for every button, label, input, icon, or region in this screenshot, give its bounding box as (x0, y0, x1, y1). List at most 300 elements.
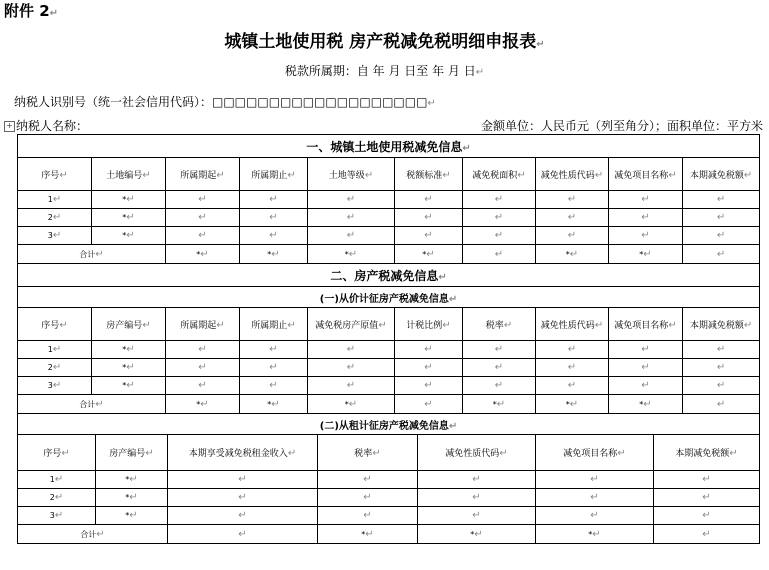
column-header-text: 本期享受减免税租金收入 (188, 449, 288, 459)
table-cell[interactable] (654, 471, 760, 489)
return-mark: ↵ (617, 448, 626, 459)
table-row (18, 359, 760, 377)
table-cell-text: * (122, 231, 127, 240)
table-cell[interactable] (240, 341, 308, 359)
table-row (18, 507, 760, 525)
table-cell[interactable] (395, 227, 463, 245)
return-mark: ↵ (126, 194, 135, 205)
table-cell[interactable] (683, 227, 760, 245)
return-mark: ↵ (643, 398, 652, 410)
return-mark: ↵ (590, 474, 599, 485)
column-header (166, 158, 240, 191)
total-cell[interactable] (308, 245, 395, 264)
table-cell-text: 2 (47, 363, 53, 372)
column-header-text: 房产编号 (106, 320, 143, 331)
column-header (318, 435, 418, 471)
table-cell (18, 359, 92, 377)
table-cell (18, 209, 92, 227)
return-mark: ↵ (52, 362, 62, 373)
subsection-title-row (18, 287, 760, 308)
table-cell-text: 1 (47, 195, 53, 204)
table-row (18, 191, 760, 209)
return-mark: ↵ (269, 230, 278, 241)
total-cell[interactable] (609, 395, 683, 414)
return-mark: ↵ (494, 194, 504, 205)
return-mark: ↵ (52, 380, 62, 391)
table-cell[interactable] (536, 227, 609, 245)
table-cell[interactable] (308, 341, 395, 359)
return-mark: ↵ (129, 474, 138, 485)
return-mark: ↵ (198, 212, 207, 223)
column-header-text: 本期减免税额 (689, 320, 744, 331)
return-mark: ↵ (142, 319, 151, 331)
return-mark: ↵ (198, 344, 207, 355)
return-mark: ↵ (472, 474, 481, 485)
table-cell-text: 3 (47, 381, 53, 390)
return-mark: ↵ (426, 248, 435, 260)
total-label-text: 合计 (79, 399, 96, 409)
column-header (18, 158, 92, 191)
table-cell[interactable] (308, 377, 395, 395)
column-header-text: 减免性质代码 (445, 449, 500, 459)
table-cell[interactable] (395, 191, 463, 209)
column-header (654, 435, 760, 471)
return-mark: ↵ (238, 474, 247, 485)
table-cell[interactable] (418, 471, 536, 489)
return-mark: ↵ (641, 212, 650, 223)
table-cell[interactable] (240, 191, 308, 209)
return-mark: ↵ (129, 510, 138, 521)
return-mark: ↵ (743, 319, 753, 331)
total-cell[interactable] (683, 395, 760, 414)
table-cell[interactable] (168, 507, 318, 525)
table-cell[interactable] (463, 359, 536, 377)
column-header-text: 所属期起 (180, 320, 217, 331)
table-cell-text: * (122, 195, 127, 204)
table-cell[interactable] (463, 341, 536, 359)
table-cell[interactable] (166, 191, 240, 209)
return-mark: ↵ (567, 380, 577, 391)
return-mark: ↵ (424, 398, 433, 410)
section-title (18, 264, 760, 287)
table-cell[interactable] (395, 209, 463, 227)
column-header-text: 土地编号 (106, 170, 143, 181)
total-cell[interactable] (240, 395, 308, 414)
subsection-title (18, 414, 760, 435)
table-cell[interactable] (609, 359, 683, 377)
column-header-text: 税额标准 (406, 170, 443, 181)
table-cell[interactable] (536, 489, 654, 507)
total-row (18, 525, 760, 544)
section-title-text: 一、城镇土地使用税减免信息 (306, 139, 463, 154)
column-header-text: 税率 (485, 320, 504, 331)
table-cell-text: * (125, 475, 130, 484)
table-cell-text: * (125, 493, 130, 502)
table-cell[interactable] (166, 377, 240, 395)
return-mark: ↵ (427, 98, 436, 109)
return-mark: ↵ (474, 528, 483, 540)
table-cell[interactable] (92, 191, 166, 209)
return-mark: ↵ (59, 319, 68, 331)
column-header-text: 所属期止 (251, 320, 288, 331)
column-header (96, 435, 168, 471)
return-mark: ↵ (96, 528, 105, 540)
subsection-title-text: (一)从价计征房产税减免信息 (319, 293, 449, 305)
table-cell[interactable] (536, 359, 609, 377)
return-mark: ↵ (269, 194, 278, 205)
table-cell[interactable] (92, 377, 166, 395)
return-mark: ↵ (346, 344, 356, 355)
return-mark: ↵ (641, 380, 650, 391)
return-mark: ↵ (567, 230, 577, 241)
return-mark: ↵ (363, 492, 372, 503)
return-mark: ↵ (716, 362, 726, 373)
return-mark: ↵ (594, 169, 604, 181)
table-cell (18, 191, 92, 209)
return-mark: ↵ (49, 8, 59, 19)
return-mark: ↵ (95, 398, 104, 410)
table-cell (18, 227, 92, 245)
total-cell-text: * (565, 249, 570, 259)
return-mark: ↵ (238, 528, 247, 540)
table-cell[interactable] (683, 191, 760, 209)
return-mark: ↵ (216, 319, 225, 331)
return-mark: ↵ (594, 319, 604, 331)
table-cell[interactable] (609, 341, 683, 359)
return-mark: ↵ (59, 169, 68, 181)
total-cell[interactable] (166, 245, 240, 264)
return-mark: ↵ (503, 319, 513, 331)
return-mark: ↵ (716, 344, 726, 355)
column-header (168, 435, 318, 471)
total-cell-text: * (565, 399, 570, 409)
column-header-text: 减免项目名称 (614, 170, 669, 181)
table-cell[interactable] (168, 471, 318, 489)
column-header (536, 158, 609, 191)
table-cell[interactable] (536, 507, 654, 525)
return-mark: ↵ (668, 319, 677, 331)
return-mark: ↵ (536, 39, 545, 50)
return-mark: ↵ (668, 169, 677, 181)
table-cell-text: 3 (49, 511, 55, 520)
column-header-text: 所属期止 (251, 170, 288, 181)
table-cell[interactable] (92, 227, 166, 245)
table-cell[interactable] (318, 507, 418, 525)
table-cell[interactable] (395, 341, 463, 359)
return-mark: ↵ (716, 212, 726, 223)
total-cell[interactable] (536, 245, 609, 264)
column-header-text: 减免项目名称 (563, 449, 618, 459)
return-mark: ↵ (200, 398, 209, 410)
return-mark: ↵ (365, 528, 374, 540)
return-mark: ↵ (145, 448, 154, 459)
column-header (463, 158, 536, 191)
total-cell[interactable] (166, 395, 240, 414)
section-title-row (18, 135, 760, 158)
table-cell-text: 2 (49, 493, 55, 502)
return-mark: ↵ (424, 194, 433, 205)
return-mark: ↵ (472, 510, 481, 521)
total-label (18, 395, 166, 414)
taxpayer-name-field[interactable]: 纳税人名称： (16, 119, 89, 133)
table-cell-text: * (122, 381, 127, 390)
relief-table-main (17, 134, 760, 435)
table-cell[interactable] (609, 227, 683, 245)
column-header-text: 本期减免税额 (689, 170, 744, 181)
return-mark: ↵ (494, 248, 504, 260)
table-cell[interactable] (683, 341, 760, 359)
table-cell[interactable] (240, 209, 308, 227)
total-cell[interactable] (168, 525, 318, 544)
column-header (395, 158, 463, 191)
column-header-text: 序号 (43, 449, 62, 459)
return-mark: ↵ (142, 169, 151, 181)
return-mark: ↵ (363, 510, 372, 521)
table-row (18, 227, 760, 245)
total-row (18, 395, 760, 414)
return-mark: ↵ (346, 230, 356, 241)
column-header (683, 308, 760, 341)
return-mark: ↵ (52, 194, 62, 205)
table-cell[interactable] (418, 507, 536, 525)
total-cell-text: * (492, 399, 497, 409)
total-cell[interactable] (240, 245, 308, 264)
return-mark: ↵ (702, 510, 711, 521)
column-header-text: 所属期起 (180, 170, 217, 181)
column-header (166, 308, 240, 341)
column-header-text: 减免税面积 (472, 170, 518, 181)
total-cell-text: * (361, 529, 366, 539)
column-header (240, 308, 308, 341)
return-mark: ↵ (52, 230, 62, 241)
total-cell[interactable] (609, 245, 683, 264)
return-mark: ↵ (499, 448, 508, 459)
total-label-text: 合计 (80, 529, 97, 539)
table-cell[interactable] (536, 341, 609, 359)
table-cell[interactable] (240, 359, 308, 377)
return-mark: ↵ (643, 248, 652, 260)
table-header-row (18, 435, 760, 471)
return-mark: ↵ (271, 398, 280, 410)
table-cell[interactable] (318, 489, 418, 507)
return-mark: ↵ (442, 319, 451, 331)
table-cell[interactable] (609, 377, 683, 395)
total-cell[interactable] (463, 395, 536, 414)
return-mark: ↵ (271, 248, 280, 260)
table-cell[interactable] (395, 359, 463, 377)
return-mark: ↵ (126, 212, 135, 223)
table-cell[interactable] (308, 227, 395, 245)
return-mark: ↵ (346, 380, 356, 391)
return-mark: ↵ (363, 474, 372, 485)
table-cell[interactable] (308, 359, 395, 377)
return-mark: ↵ (641, 344, 650, 355)
total-cell[interactable] (395, 245, 463, 264)
table-cell[interactable] (240, 377, 308, 395)
return-mark: ↵ (475, 67, 485, 78)
total-cell-text: * (267, 399, 272, 409)
table-cell[interactable] (536, 471, 654, 489)
table-header-row (18, 158, 760, 191)
return-mark: ↵ (641, 230, 650, 241)
table-cell[interactable] (683, 377, 760, 395)
total-cell-text: * (639, 399, 644, 409)
table-cell[interactable] (654, 507, 760, 525)
column-header (463, 308, 536, 341)
table-cell[interactable] (463, 191, 536, 209)
table-cell[interactable] (463, 377, 536, 395)
return-mark: ↵ (216, 169, 225, 181)
column-header (308, 158, 395, 191)
return-mark: ↵ (269, 212, 278, 223)
table-cell (18, 341, 92, 359)
return-mark: ↵ (198, 380, 207, 391)
column-header (609, 308, 683, 341)
total-cell-text: * (267, 249, 272, 259)
return-mark: ↵ (496, 398, 506, 410)
table-cell[interactable] (308, 209, 395, 227)
table-cell[interactable] (536, 209, 609, 227)
column-header (536, 435, 654, 471)
column-header-text: 减免项目名称 (614, 320, 669, 331)
table-cell[interactable] (240, 227, 308, 245)
table-cell[interactable] (654, 489, 760, 507)
return-mark: ↵ (238, 492, 247, 503)
subsection-title (18, 287, 760, 308)
table-cell (18, 489, 96, 507)
column-header-text: 房产编号 (109, 449, 146, 459)
table-cell[interactable] (318, 471, 418, 489)
return-mark: ↵ (348, 248, 358, 260)
column-header-text: 税率 (354, 449, 373, 459)
return-mark: ↵ (743, 169, 753, 181)
return-mark: ↵ (494, 344, 504, 355)
return-mark: ↵ (462, 142, 471, 154)
return-mark: ↵ (378, 319, 387, 331)
table-cell[interactable] (395, 377, 463, 395)
total-cell[interactable] (654, 525, 760, 544)
table-cell[interactable] (418, 489, 536, 507)
return-mark: ↵ (61, 448, 70, 459)
return-mark: ↵ (494, 230, 504, 241)
table-cell[interactable] (463, 227, 536, 245)
taxpayer-id-field[interactable]: 纳税人识别号（统一社会信用代码）：□□□□□□□□□□□□□□□□□□□↵ (14, 95, 436, 109)
table-cell[interactable] (92, 359, 166, 377)
subsection-title-row (18, 414, 760, 435)
return-mark: ↵ (424, 362, 433, 373)
total-cell[interactable] (683, 245, 760, 264)
table-cell[interactable] (166, 227, 240, 245)
return-mark: ↵ (442, 169, 451, 181)
return-mark: ↵ (716, 380, 726, 391)
section-title-row (18, 264, 760, 287)
return-mark: ↵ (567, 362, 577, 373)
column-header-text: 序号 (41, 170, 60, 181)
return-mark: ↵ (472, 492, 481, 503)
subsection-title-text: (二)从租计征房产税减免信息 (319, 420, 449, 432)
table-cell[interactable] (166, 209, 240, 227)
return-mark: ↵ (198, 362, 207, 373)
return-mark: ↵ (346, 212, 356, 223)
return-mark: ↵ (348, 398, 358, 410)
table-cell[interactable] (168, 489, 318, 507)
total-cell[interactable] (536, 525, 654, 544)
total-cell-text: * (196, 249, 201, 259)
table-cell[interactable] (308, 191, 395, 209)
return-mark: ↵ (438, 271, 447, 283)
return-mark: ↵ (567, 344, 577, 355)
table-cell-text: * (125, 511, 130, 520)
return-mark: ↵ (287, 319, 296, 331)
table-cell[interactable] (536, 191, 609, 209)
column-header (418, 435, 536, 471)
total-cell[interactable] (418, 525, 536, 544)
relief-table-rent (17, 434, 760, 544)
total-cell-text: * (196, 399, 201, 409)
total-cell[interactable] (308, 395, 395, 414)
table-cell-text: 1 (49, 475, 55, 484)
table-cell[interactable] (463, 209, 536, 227)
table-cell[interactable] (96, 471, 168, 489)
return-mark: ↵ (54, 510, 64, 521)
total-cell[interactable] (318, 525, 418, 544)
return-mark: ↵ (567, 212, 577, 223)
return-mark: ↵ (238, 510, 247, 521)
return-mark: ↵ (448, 420, 458, 432)
tax-period: 税款所属期：自 年 月 日至 年 月 日↵ (284, 64, 485, 78)
return-mark: ↵ (716, 230, 726, 241)
table-cell[interactable] (92, 341, 166, 359)
return-mark: ↵ (269, 344, 278, 355)
return-mark: ↵ (52, 344, 62, 355)
return-mark: ↵ (424, 230, 433, 241)
table-cell[interactable] (96, 489, 168, 507)
return-mark: ↵ (126, 362, 135, 373)
table-cell[interactable] (609, 191, 683, 209)
section-title (18, 135, 760, 158)
column-header-text: 计税比例 (406, 320, 443, 331)
table-cell[interactable] (683, 359, 760, 377)
table-cell-text: 3 (47, 231, 53, 240)
return-mark: ↵ (346, 362, 356, 373)
total-row (18, 245, 760, 264)
column-header (609, 158, 683, 191)
table-cell[interactable] (166, 359, 240, 377)
total-cell[interactable] (395, 395, 463, 414)
return-mark: ↵ (448, 293, 458, 305)
return-mark: ↵ (716, 398, 726, 410)
table-cell[interactable] (609, 209, 683, 227)
table-cell[interactable] (536, 377, 609, 395)
table-move-handle-icon[interactable]: + (4, 121, 15, 132)
table-cell[interactable] (92, 209, 166, 227)
return-mark: ↵ (702, 492, 711, 503)
return-mark: ↵ (702, 528, 711, 540)
table-cell[interactable] (166, 341, 240, 359)
column-header-text: 本期减免税额 (675, 449, 730, 459)
column-header-text: 序号 (41, 320, 60, 331)
column-header (92, 308, 166, 341)
total-cell-text: * (588, 529, 593, 539)
table-cell[interactable] (96, 507, 168, 525)
table-row (18, 471, 760, 489)
total-cell[interactable] (536, 395, 609, 414)
return-mark: ↵ (424, 212, 433, 223)
total-cell[interactable] (463, 245, 536, 264)
table-cell[interactable] (683, 209, 760, 227)
page-title: 城镇土地使用税 房产税减免税明细申报表↵ (224, 32, 545, 52)
return-mark: ↵ (517, 169, 526, 181)
